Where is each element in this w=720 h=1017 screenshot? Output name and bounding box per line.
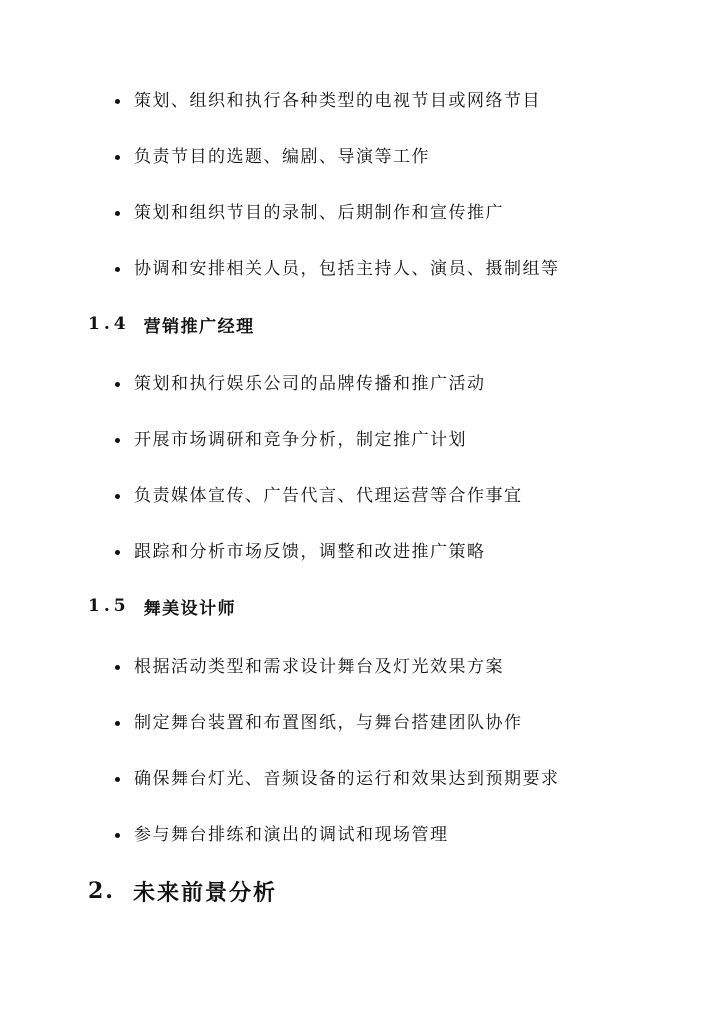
section-number: 2. — [88, 878, 115, 904]
list-item-text: 开展市场调研和竞争分析，制定推广计划 — [134, 429, 467, 450]
section-heading-1-4 — [88, 310, 255, 338]
bullet-dot — [115, 550, 120, 555]
bullet-dot — [115, 382, 120, 387]
bullet-dot — [115, 777, 120, 782]
bullet-dot — [115, 721, 120, 726]
section-title: 舞美设计师 — [143, 598, 237, 619]
list-item — [115, 423, 467, 451]
list-item-text: 负责节目的选题、编剧、导演等工作 — [134, 146, 430, 167]
bullet-dot — [115, 438, 120, 443]
list-item — [115, 762, 560, 790]
list-item — [115, 367, 486, 395]
section-heading-1-5 — [88, 592, 236, 620]
list-item — [115, 706, 523, 734]
list-item — [115, 196, 504, 224]
bullet-dot — [115, 99, 120, 104]
section-heading-2 — [88, 874, 277, 908]
section-number: 1.5 — [88, 596, 130, 616]
list-item-text: 策划和组织节目的录制、后期制作和宣传推广 — [134, 202, 504, 223]
bullet-dot — [115, 211, 120, 216]
list-item-text: 策划、组织和执行各种类型的电视节目或网络节目 — [134, 90, 541, 111]
list-item — [115, 140, 430, 168]
bullet-dot — [115, 665, 120, 670]
list-item — [115, 84, 541, 112]
bullet-dot — [115, 267, 120, 272]
list-item — [115, 818, 449, 846]
list-item-text: 策划和执行娱乐公司的品牌传播和推广活动 — [134, 373, 486, 394]
bullet-dot — [115, 155, 120, 160]
list-item-text: 跟踪和分析市场反馈，调整和改进推广策略 — [134, 541, 486, 562]
list-item-text: 根据活动类型和需求设计舞台及灯光效果方案 — [134, 656, 504, 677]
section-title: 营销推广经理 — [143, 316, 255, 337]
list-item-text: 参与舞台排练和演出的调试和现场管理 — [134, 824, 449, 845]
section-number: 1.4 — [88, 314, 130, 334]
list-item — [115, 535, 486, 563]
bullet-dot — [115, 833, 120, 838]
list-item-text: 确保舞台灯光、音频设备的运行和效果达到预期要求 — [134, 768, 560, 789]
bullet-dot — [115, 494, 120, 499]
list-item-text: 负责媒体宣传、广告代言、代理运营等合作事宜 — [134, 485, 523, 506]
list-item-text: 协调和安排相关人员，包括主持人、演员、摄制组等 — [134, 258, 560, 279]
section-title: 未来前景分析 — [132, 879, 277, 906]
list-item — [115, 479, 523, 507]
list-item — [115, 650, 504, 678]
list-item-text: 制定舞台装置和布置图纸，与舞台搭建团队协作 — [134, 712, 523, 733]
list-item — [115, 252, 560, 280]
